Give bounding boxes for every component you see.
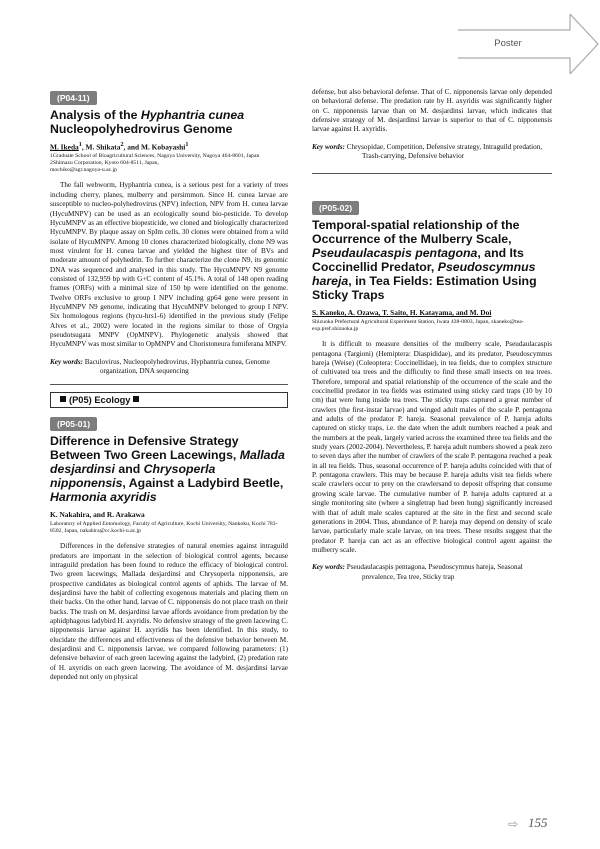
square-bullet-icon [133, 396, 139, 402]
keywords: Key words: Chrysopidae, Competition, Defensive strategy, Intraguild predation, Trash-carrying, Defensive behavior [312, 142, 543, 161]
abstract-title: Temporal-spatial relationship of the Occurrence of the Mulberry Scale, Pseudaulacaspis pentagona, and Its Coccinellid Predator, Pseudoscymnus hareja, in Tea Fields: Estimation Using Sticky Traps [312, 218, 537, 303]
abstract-title: Difference in Defensive Strategy Between Two Green Lacewings, Mallada desjardinsi and Chrysoperla nipponensis, Against a Ladybird Beetle, Harmonia axyridis [50, 434, 285, 505]
abstract-title: Analysis of the Hyphantria cunea Nucleopolyhedrovirus Genome [50, 108, 245, 136]
keywords: Key words: Pseudaulacaspis pentagona, Pseudoscymnus hareja, Seasonal prevalence, Tea tree, Sticky trap [312, 563, 523, 581]
abstract-code-badge: (P04-11) [50, 91, 97, 105]
affiliations: 1Graduate School of Bioagricultural Sciences, Nagoya University, Nagoya 464-8601, Japan 2Shimazu Corporation, Kyoto 604-8511, Japan, mochiko@agr.nagoya-u.ac.jp [50, 153, 260, 174]
abstract-text: Differences in the defensive strategies of natural enemies against intraguild predators are important in the selection of biological control agents, because intraguild predation has been found to reduce the efficacy of biological control. Two green lacewings, Mallada desjardinsi and Chrysoperla nipponensis, are prospective candidates as biological control agents of aphids. The larvae of M. desjardinsi have the habit of collecting exogenous materials and placing them on their backs. On the other hand, larvae of C. nipponensis do not place trash on their backs. The trash on M. desjardinsi larvae affords avoidance from predation by the aphidphagous ladybird H. axyridis. No defensive strategy of the green lacewing C. nipponensis larvae against H. axyridis has been identified. In this study, to elucidate the differences and effectiveness of the defensive behavior between M. desjardinsi and C. nipponensis larvae, we compared following parameters: (1) defensive behavior of each green lacewing against the ladybird, (2) predation rate of H. axyridis on each green lacewing. The avoidance of M. desjardinsi larvae depended not only on physical [50, 542, 288, 682]
authors: S. Kaneko, A. Ozawa, T. Saito, H. Katayama, and M. Doi [312, 308, 492, 318]
page-number: 155 [528, 815, 548, 830]
divider [50, 384, 288, 385]
section-heading: (P05) Ecology [50, 392, 288, 408]
keywords: Key words: Baculovirus, Nucleopolyhedrovirus, Hyphantria cunea, Genome organization, DNA sequencing [50, 357, 270, 375]
affiliations: Shizuoka Prefectural Agricultural Experiment Station, Iwata 438-0803, Japan, skaneko@tea-exp.pref.shizuoka.jp [312, 319, 524, 333]
square-bullet-icon [60, 396, 66, 402]
abstract-code-badge: (P05-02) [312, 201, 359, 215]
page-arrow-icon: ⇨ [508, 817, 519, 831]
right-column [312, 88, 552, 582]
abstract-text: The fall webworm, Hyphantria cunea, is a serious pest for a variety of trees including cherry, planes, mulberry and persimmon. Since H. cunea larvae are susceptible to nucleo-polyhedrovirus (NPV) infection, NPV from H. cunea larvae (HycuMNPV) can be used as an ecologically sound bio-pesticide. To develop HycuMNPV as an effective biopesticide, we cloned and biologically characterized HycuMNPV. By plaque assay on SpIm cells, 30 clones were obtained from a wild isolate of HycuMNPV. Among 10 clones characterized biologically, clone N9 was most virulent for H. cunea larvae and yielded the highest titer of BVs and moderate amount of polyhedrin. To further characterize the clone N9, its genomic DNA was sequenced and analysed in this study. The HycuMNPV N9 genome consisted of 132,959 bp with G+C content of 45.1%. A total of 148 open reading frames (ORFs) with a minimal size of 150 bp were identified on the genome. Twelve ORFs exclusive to group I NPV including gp64 gene were present in HycuMNPV N9 genome, indicating that HycuMNPV belonged to group I NPV. Six homologous regions (hycu-hrs1-6) identified in the previous study (Felipe Alves et al., 2002) were located in the regions similar to those of Orgyia pseudotsugata MNPV (OpMNPV). Phylogenetic analysis showed that HycuMNPV was most similar to OpMNPV and Choristoneura fumiferana MNPV. [50, 181, 288, 349]
affiliations: Laboratory of Applied Entomology, Faculty of Agriculture, Kochi University, Nankoku, Kochi 783-8502, Japan, nakahira@cc.kochi-u.ac.jp [50, 521, 278, 535]
abstract-text: It is difficult to measure densities of the mulberry scale, Pseudaulacaspis pentagona (Targioni) (Hemiptera: Diaspididae), and its predator, Pseudoscymnus hareja (Weise) (Coleoptera: Coccinellidae), in tea fields, due to complex structure of cultivated tea trees and the difficulty to find these small insects on tea trees. Therefore, temporal and spatial relationship of the occurrence of the scale and the coccinellid predator in tea fields was estimated using sticky card traps (10 by 10 cm) that were hung inside tea trees. The sticky traps captured a great number of crawlers (the first-instar larvae) and winged adult males of the scale P. pentagona and adults of the predator P. hareja. Seasonal prevalence of P. hareja adults captured on sticky traps, i.e. the date when the adult numbers reached a peak and the numbers at the peak, largely varied across the examined three tea fields and the study years (2002-2004). Nevertheless, P. hareja adult numbers showed a peak zero to seven days after the number of crawlers of the scale P. pentagona reached a peak in all tea fields. Thus, seasonal occurrence of P. hareja adults coincided with that of P. pentagona crawlers. This may be because P. hareja adults visit tea fields where scale crawlers occur to prey on the crawlersand to deposit offspring that consume growing scale larvae. The cumulative number of P. hareja adults captured at a single monitoring site (where a singletrap had been hung) significantly increased with that of adult male scales captured at the site in the first and second scale generations in 2004. Thus, abundance of P. hareja may depend on density of scale larvae, particularly male scale larvae, on tea trees. These results suggest that the predator P. hareja can act as an effective biological control agent against the mulberry scale. [312, 340, 552, 554]
authors: K. Nakahira, and R. Arakawa [50, 510, 145, 520]
poster-label: Poster [494, 38, 522, 49]
left-column [50, 88, 288, 682]
abstract-text-continued: defense, but also behavioral defense. That of C. nipponensis larvae only depended on behavioral defense. The predation rate by H. axyridis was significantly higher on C. nipponensis larvae than on M. desjardinsi larvae, which indicates that defensive strategy of M. desjardinsi larvae is superior to that of C. nipponensis larvae against H. axyridis. [312, 88, 552, 134]
authors: M. Ikeda$^1$, M. Shikata$^2$, and M. Kobayashi$^1$ [50, 142, 189, 152]
abstract-code-badge: (P05-01) [50, 417, 97, 431]
